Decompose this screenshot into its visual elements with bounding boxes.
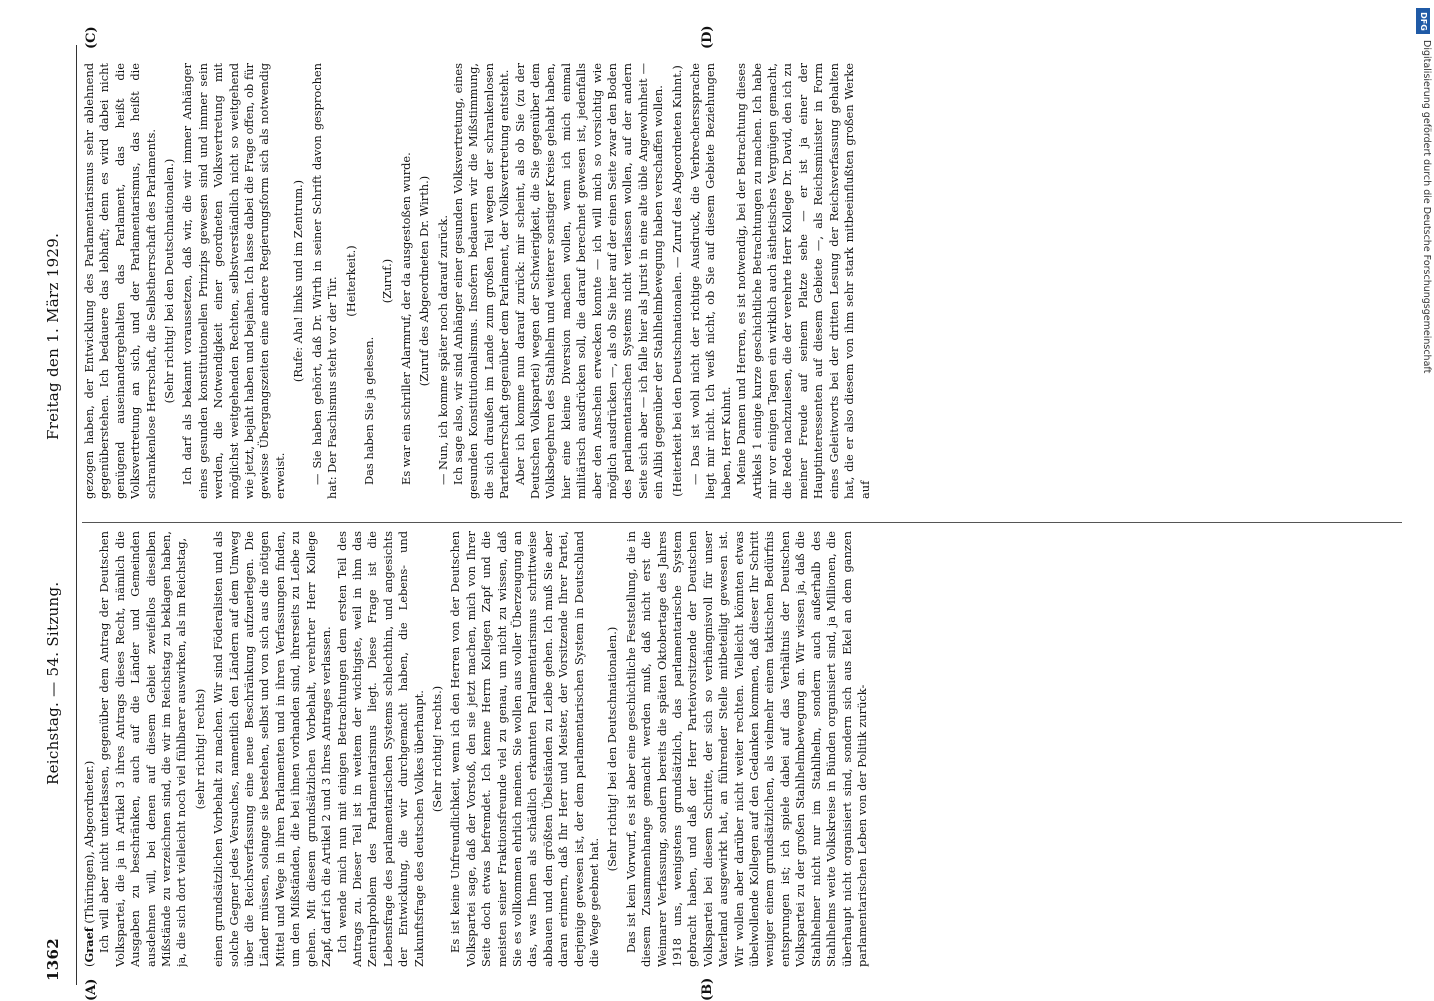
document-page — [40, 25, 1415, 1001]
interjection: (Zuruf.) — [380, 258, 395, 304]
paragraph: — Das ist wohl nicht der richtige Ausdruck, die Verbrecherssprache liegt mir nicht. Ich weiß nicht, ob Sie auf diesem Gebiete Beziehungen haben, Herr Kuhnt. — [688, 63, 733, 499]
paragraph: — Sie haben gehört, daß Dr. Wirth in seiner Schrift davon gesprochen hat: Der Faschismus steht vor der Tür. — [309, 63, 340, 499]
interjection: (Rufe: Aha! links und im Zentrum.) — [291, 179, 306, 383]
speaker-suffix: (Thüringen), Abgeordneter.) — [82, 760, 96, 924]
interjection: (sehr richtig! rechts) — [192, 688, 207, 810]
interjection: (Sehr richtig! bei den Deutschnationalen.) — [162, 158, 177, 404]
margin-marker-d: (D) — [700, 25, 715, 49]
margin-marker-c: (C) — [84, 26, 99, 49]
left-column — [82, 531, 1412, 967]
speaker-name: Graef — [82, 927, 96, 963]
funding-note-text: Digitalisierung gefördert durch die Deutsche Forschungsgemeinschaft — [1421, 40, 1432, 374]
funding-note — [1410, 40, 1432, 940]
interjection: (Zuruf des Abgeordneten Dr. Wirth.) — [417, 175, 432, 387]
speaker-line: (Graef (Thüringen), Abgeordneter.) — [82, 760, 96, 967]
paragraph: Ich darf als bekannt voraussetzen, daß wir, die wir immer Anhänger eines gesunden konstitutionellen Prinzips gewesen sind und immer sein werden, die Notwendigkeit einer geordneten Volksvertretung mit möglichst weitgehenden Rechten, selbstverständlich nicht so weitgehend wie jetzt, bejaht haben und bejahen. Ich lasse dabei die Frage offen, ob für gewisse Übergangszeiten eine andere Regierungsform sich als notwendig erweist. — [180, 63, 287, 499]
session-title: Reichstag. — 54. Sitzung. — [44, 581, 62, 785]
interjection: (Heiterkeit bei den Deutschnationalen. — Zuruf des Abgeordneten Kuhnt.) — [669, 65, 684, 497]
paragraph: Ich will aber nicht unterlassen, gegenüber dem Antrag der Deutschen Volkspartei, die ja in Artikel 3 ihres Antrags dieses Recht, nämlich die Ausgaben zu beschränken, auch auf die Länder und Gemeinden ausdehnen will, bei denen auf diesem Gebiet zweifellos dieselben Mißstände zu verzeichnen sind, die wir im Reichstag zu beklagen haben, ja, die sich dort vielleicht noch viel fühlbarer auswirken, als im Reichstag, — [97, 531, 189, 967]
paragraph: Es ist keine Unfreundlichkeit, wenn ich den Herren von der Deutschen Volkspartei sage, daß der Vorstoß, den sie jetzt machen, mich von Ihrer Seite doch etwas befremdet. Ich kenne Herrn Kollegen Zapf und die meisten seiner Fraktionsfreunde viel zu genau, um nicht zu wissen, daß Sie es vollkommen ehrlich meinen. Sie wollen aus voller Überzeugung an das, was Ihnen als schädlich erkannten Parlamentarismus schrittweise abbauen und den größten Übelständen zu Leibe gehen. Ich muß Sie aber daran erinnern, daß Ihr Herr und Meister, der Vorsitzende Ihrer Partei, derjenige gewesen ist, der dem parlamentarischen System in Deutschland die Wege geebnet hat. — [448, 531, 601, 967]
paragraph: einen grundsätzlichen Vorbehalt zu machen. Wir sind Föderalisten und als solche Gegner jedes Versuches, namentlich den Ländern auf dem Umweg über die Reichsverfassung eine neue Beschränkung aufzuerlegen. Die Länder müssen, solange sie bestehen, selbst und von sich aus die nötigen Mittel und Wege in ihren Parlamenten und in ihren Verfassungen finden, um den Mißständen, die bei ihnen vorhanden sind, ihrerseits zu Leibe zu gehen. Mit diesem grundsätzlichen Vorbehalt, verehrter Herr Kollege Zapf, darf ich die Artikel 2 und 3 Ihres Antrages verlassen. — [211, 531, 334, 967]
page-header — [40, 45, 70, 985]
paragraph: Aber ich komme nun darauf zurück: mir scheint, als ob Sie (zu der Deutschen Volkspartei) wegen der Schwierigkeit, die Sie gegenüber dem Volksbegehren des Stahlhelm und weiterer sonstiger Kreise gehabt haben, hier eine kleine Diversion machen wollen, wenn ich mich einmal militärisch ausdrücken soll, die darauf berechnet gewesen ist, jedenfalls aber den Anschein erwecken konnte — ich will mich so vorsichtig wie möglich ausdrücken —, als ob Sie hier auf der einen Seite zwar den Boden des parlamentarischen Systems nicht verlassen wollen, auf der andern Seite sich aber — ich falle hier als Jurist in eine alte üble Angewohnheit — ein Alibi gegenüber der Stahlhelmbewegung haben verschaffen wollen. — [512, 63, 666, 499]
margin-marker-a: (A) — [84, 978, 99, 1001]
interjection: (Heiterkeit.) — [343, 245, 358, 317]
paragraph: Es war ein schriller Alarmruf, der da ausgestoßen wurde. — [398, 152, 413, 485]
header-rule — [76, 45, 77, 985]
interjection: (Sehr richtig! rechts.) — [429, 685, 444, 813]
paragraph: Meine Damen und Herren, es ist notwendig, bei der Betrachtung dieses Artikels 1 einige kurze geschichtliche Betrachtungen zu machen. Ich habe mir vor einigen Tagen ein wirklich auch ästhetisches Vergnügen gemacht, die Rede nachzulesen, die der verehrte Herr Kollege Dr. David, den ich zu meiner Freude auf seinem Platze sehe — er ist ja einer der Hauptinteressenten auf diesem Gebiete —, als Reichsminister in Form eines Geleitworts bei der dritten Lesung der Reichsverfassung gehalten hat, die er also diesem von ihm sehr stark mitbeeinflußten großen Werke auf — [734, 63, 872, 499]
session-date: Freitag den 1. März 1929. — [44, 232, 62, 440]
paragraph: Das haben Sie ja gelesen. — [361, 336, 376, 485]
interjection: (Sehr richtig! bei den Deutschnationalen.) — [605, 626, 620, 872]
paragraph: Das ist kein Vorwurf, es ist aber eine geschichtliche Feststellung, die in diesem Zusammenhange gemacht werden muß, daß nicht erst die Weimarer Verfassung, sondern bereits die späten Oktobertage des Jahres 1918 uns, wenigstens grundsätzlich, das parlamentarische System gebracht haben, und daß der Herr Parteivorsitzende der Deutschen Volkspartei bei diesem Schritte, der sich so verhängnisvoll für unser Vaterland ausgewirkt hat, an führender Stelle mitbeteiligt gewesen ist. Wir wollen aber darüber nicht weiter rechten. Vielleicht könnten etwas übelwollende Kollegen auf den Gedanken kommen, daß dieser Ihr Schritt weniger einem grundsätzlichen, als vielmehr einem taktischen Bedürfnis entsprungen ist; ich spiele dabei auf das Verhältnis der Deutschen Volkspartei zu der großen Stahlhelmbewegung an. Wir wissen ja, daß die Stahlhelmer nicht nur im Stahlhelm, sondern auch außerhalb des Stahlhelms weite Volkskreise in Bünden organisiert sind, ja Millionen, die überhaupt nicht organisiert sind, sondern sich aus Ekel an dem ganzen parlamentarischen Leben von der Politik zurück- — [623, 531, 869, 967]
paragraph: Ich wende mich nun mit einigen Betrachtungen dem ersten Teil des Antrags zu. Dieser Teil ist in weitem der wichtigste, weil in ihm das Zentralproblem des Parlamentarismus liegt. Diese Frage ist die Lebensfrage des parlamentarischen Systems schlechthin, und angesichts der Entwicklung, die wir durchgemacht haben, die Lebens- und Zukunftsfrage des deutschen Volkes überhaupt. — [334, 531, 426, 967]
paragraph: gezogen haben, der Entwicklung des Parlamentarismus sehr ablehnend gegenüberstehen. Ich bedauere das lebhaft; denn es wird dabei nicht genügend auseinandergehalten das Parlament, das heißt die Volksvertretung an sich, und der Parlamentarismus, das heißt die schrankenlose Herrschaft, die Selbstherrschaft des Parlaments. — [82, 63, 158, 499]
page-number: 1362 — [44, 938, 62, 981]
paragraph: Ich sage also, wir sind Anhänger einer gesunden Volksvertretung, eines gesunden Konstitutionalismus. Insofern bedauern wir die Mißstimmung, die sich draußen im Lande zum großen Teil wegen der schrankenlosen Parteiherrschaft gegenüber dem Parlament, der Volksvertretung entsteht. — [450, 63, 512, 499]
margin-marker-b: (B) — [700, 977, 715, 1001]
paragraph: — Nun, ich komme später noch darauf zurück. — [435, 215, 450, 485]
right-column — [82, 63, 1412, 499]
column-divider — [82, 522, 1402, 523]
dfg-logo: DFG — [1416, 8, 1430, 34]
